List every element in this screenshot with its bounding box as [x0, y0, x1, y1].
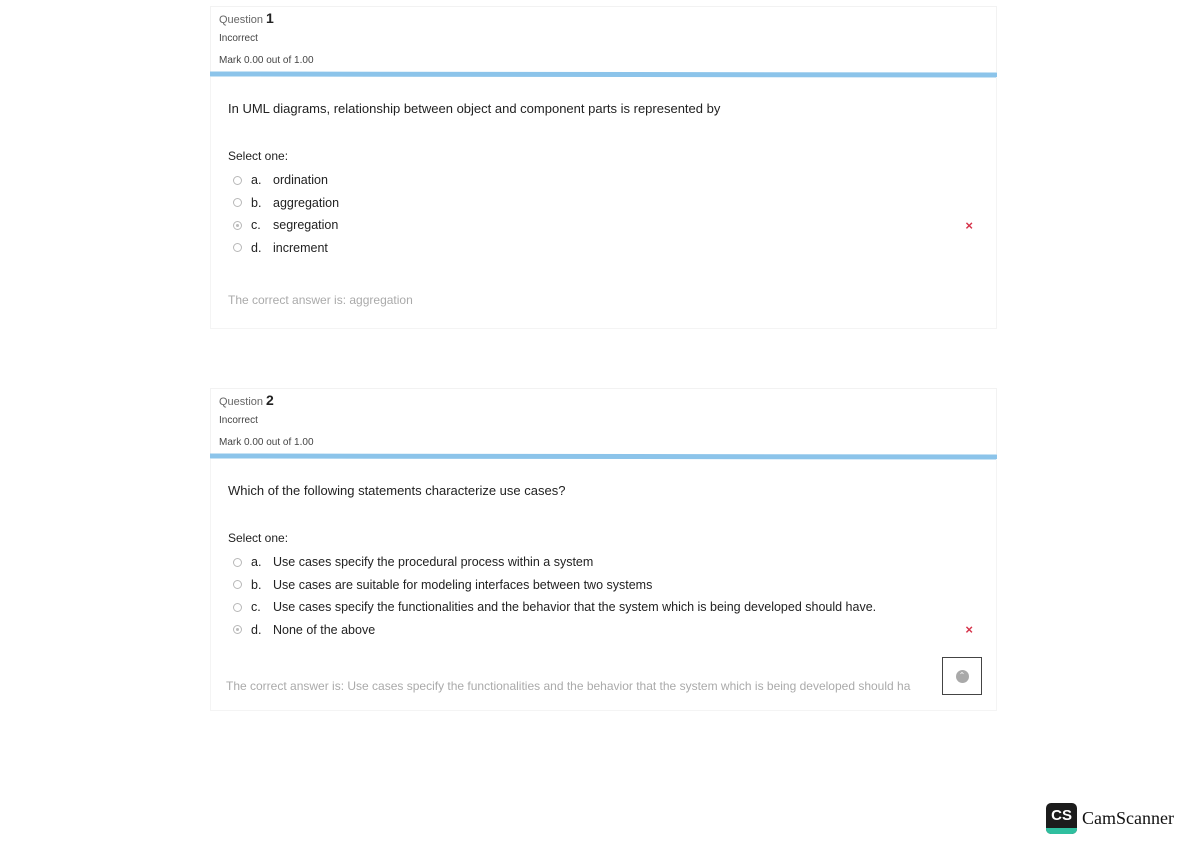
select-one-prompt: Select one: [228, 149, 289, 163]
answer-letter: c. [251, 600, 261, 615]
question-number [219, 10, 274, 26]
question-info [210, 6, 997, 72]
correct-answer-feedback: The correct answer is: aggregation [228, 293, 413, 307]
answer-option-b[interactable] [233, 574, 983, 597]
back-to-top-button[interactable] [942, 657, 982, 695]
answer-letter: a. [251, 555, 262, 570]
answer-text: Use cases specify the functionalities and the behavior that the system which is being developed should have. [273, 600, 877, 615]
camscanner-watermark [1046, 803, 1174, 834]
incorrect-icon: × [965, 217, 973, 233]
question-label: Question [219, 14, 264, 26]
question-content [210, 77, 997, 329]
question-number-value: 2 [266, 392, 274, 408]
radio-button[interactable] [233, 603, 242, 612]
answer-letter: a. [251, 173, 262, 188]
question-grade: Mark 0.00 out of 1.00 [219, 55, 314, 66]
question-content [210, 459, 997, 711]
question-text: In UML diagrams, relationship between object and component parts is represented by [228, 101, 721, 116]
answer-text: ordination [273, 173, 328, 188]
answer-letter: d. [251, 240, 262, 255]
radio-button[interactable] [233, 580, 242, 589]
answer-text: aggregation [273, 195, 340, 210]
select-one-prompt: Select one: [228, 531, 289, 545]
answer-letter: b. [251, 577, 262, 592]
answer-option-d[interactable] [233, 619, 983, 642]
question-state: Incorrect [219, 415, 258, 426]
logo-text: CS [1051, 807, 1072, 824]
radio-button[interactable] [233, 176, 242, 185]
answer-letter: b. [251, 195, 262, 210]
answer-text: increment [273, 240, 328, 255]
chevron-up-icon: ⌃ [956, 670, 969, 683]
question-1 [210, 6, 997, 329]
question-info [210, 388, 997, 454]
answer-letter: d. [251, 622, 262, 637]
radio-button[interactable] [233, 558, 242, 567]
answer-text: Use cases specify the procedural process within a system [273, 555, 594, 570]
answer-text: None of the above [273, 622, 376, 637]
radio-button-selected[interactable] [233, 625, 242, 634]
answer-letter: c. [251, 218, 261, 233]
camscanner-logo [1046, 803, 1077, 834]
answer-text: Use cases are suitable for modeling interfaces between two systems [273, 577, 653, 592]
question-number-value: 1 [266, 10, 274, 26]
radio-button[interactable] [233, 243, 242, 252]
answer-text: segregation [273, 218, 339, 233]
answer-option-a[interactable] [233, 551, 983, 574]
answer-option-c[interactable] [233, 596, 983, 619]
answer-option-c[interactable] [233, 214, 983, 237]
camscanner-name: CamScanner [1082, 808, 1174, 828]
radio-button[interactable] [233, 198, 242, 207]
radio-button-selected[interactable] [233, 221, 242, 230]
correct-answer-feedback: The correct answer is: Use cases specify the functionalities and the behavior that the system which is being developed should ha [226, 679, 911, 693]
answer-list [233, 551, 983, 641]
answer-option-d[interactable] [233, 237, 983, 260]
incorrect-icon: × [965, 622, 973, 638]
question-2 [210, 388, 997, 711]
question-label: Question [219, 396, 264, 408]
answer-option-a[interactable] [233, 169, 983, 192]
question-number [219, 392, 274, 408]
question-grade: Mark 0.00 out of 1.00 [219, 437, 314, 448]
question-state: Incorrect [219, 33, 258, 44]
question-text: Which of the following statements characterize use cases? [228, 483, 566, 498]
answer-option-b[interactable] [233, 192, 983, 215]
answer-list [233, 169, 983, 259]
